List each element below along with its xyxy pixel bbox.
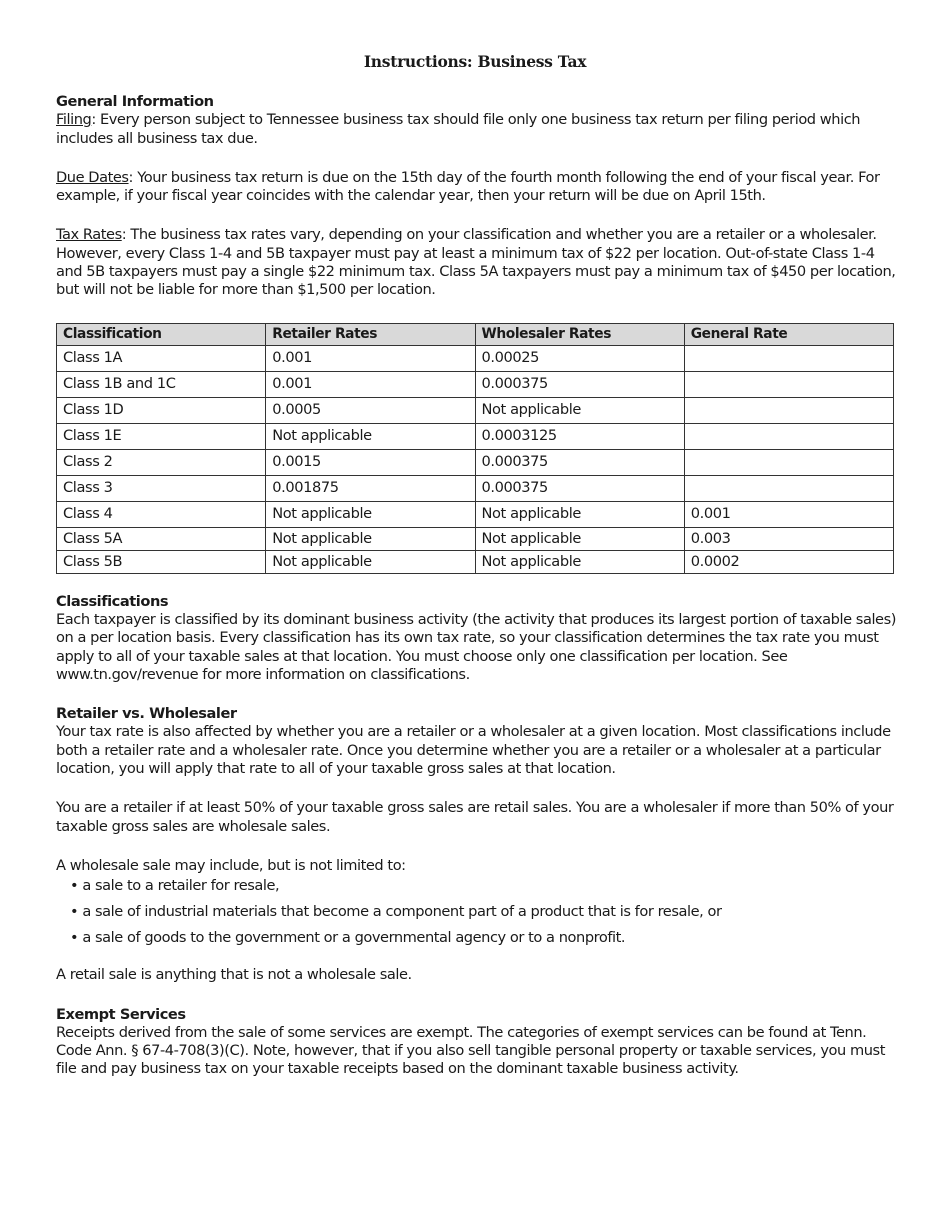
- retailer-paragraph-4: A retail sale is anything that is not a wholesale sale.: [56, 966, 412, 984]
- table-row: [57, 550, 894, 573]
- table-cell: Class 5B: [57, 550, 266, 573]
- table-row: [57, 449, 894, 475]
- table-cell: 0.000375: [475, 371, 684, 397]
- page-title: Instructions: Business Tax: [363, 52, 587, 71]
- table-cell: [684, 345, 893, 371]
- table-cell: Not applicable: [475, 397, 684, 423]
- filing-paragraph: [56, 111, 898, 148]
- retailer-paragraph-1: Your tax rate is also affected by whether you are a retailer or a wholesaler at a given location. Most classifications include both a retailer rate and a wholesaler rate. Once you determine whether you are a retailer or a wholesaler at a particular location, you will apply that rate to all of your taxable gross sales at that location.: [56, 723, 891, 778]
- table-cell: Not applicable: [266, 527, 475, 550]
- tax-rates-text: : The business tax rates vary, depending on your classification and whether you are a retailer or a wholesaler. However, every Class 1-4 and 5B taxpayer must pay at least a minimum tax of $22 per location. Out-of-state Class 1-4 and 5B taxpayers must pay a single $22 minimum tax. Class 5A taxpayers must pay a minimum tax of $450 per location, but will not be liable for more than $1,500 per location.: [56, 226, 896, 299]
- table-row: [57, 371, 894, 397]
- table-cell: Not applicable: [266, 501, 475, 527]
- table-row: [57, 527, 894, 550]
- exempt-paragraph: Receipts derived from the sale of some services are exempt. The categories of exempt services can be found at Tenn. Code Ann. § 67-4-708(3)(C). Note, however, that if you also sell tangible personal property or taxable services, you must file and pay business tax on your taxable receipts based on the dominant taxable business activity.: [56, 1023, 885, 1078]
- filing-label: Filing: [56, 111, 92, 129]
- general-heading: General Information: [56, 93, 214, 110]
- table-cell: Class 1A: [57, 345, 266, 371]
- table-cell: 0.001: [266, 371, 475, 397]
- retailer-paragraph-3: A wholesale sale may include, but is not limited to:: [56, 856, 406, 874]
- table-row: [57, 423, 894, 449]
- table-cell: [684, 423, 893, 449]
- table-cell: Class 4: [57, 501, 266, 527]
- table-cell: 0.0005: [266, 397, 475, 423]
- classifications-paragraph: Each taxpayer is classified by its dominant business activity (the activity that produces its largest portion of taxable sales) on a per location basis. Every classification has its own tax rate, so your classification determines the tax rate you must apply to all of your taxable sales at that location. You must choose only one classification per location. See www.tn.gov/revenue for more information on classifications.: [56, 610, 896, 683]
- table-cell: Class 5A: [57, 527, 266, 550]
- table-cell: Not applicable: [266, 423, 475, 449]
- table-cell: 0.00025: [475, 345, 684, 371]
- filing-text: : Every person subject to Tennessee business tax should file only one business tax return per filing period which includes all business tax due.: [56, 111, 861, 147]
- due-dates-text: : Your business tax return is due on the 15th day of the fourth month following the end of your fiscal year. For example, if your fiscal year coincides with the calendar year, then your return will be due on April 15th.: [56, 168, 880, 205]
- document-body: [56, 93, 898, 1079]
- table-row: [57, 397, 894, 423]
- table-cell: 0.0003125: [475, 423, 684, 449]
- table-row: [57, 345, 894, 371]
- table-cell: Class 2: [57, 449, 266, 475]
- classifications-heading: Classifications: [56, 592, 169, 610]
- table-cell: [684, 397, 893, 423]
- table-row: [57, 475, 894, 501]
- table-cell: [684, 475, 893, 501]
- table-cell: Not applicable: [266, 550, 475, 573]
- table-cell: 0.001: [684, 501, 893, 527]
- retailer-heading: Retailer vs. Wholesaler: [56, 705, 237, 723]
- table-cell: 0.003: [684, 527, 893, 550]
- due-dates-paragraph: [56, 169, 898, 206]
- table-cell: Not applicable: [475, 501, 684, 527]
- table-header-cell: Classification: [57, 323, 266, 345]
- due-dates-label: Due Dates: [56, 168, 129, 186]
- table-cell: Class 1B and 1C: [57, 371, 266, 397]
- table-header-cell: Wholesaler Rates: [475, 323, 684, 345]
- table-cell: 0.0002: [684, 550, 893, 573]
- table-cell: Class 1D: [57, 397, 266, 423]
- table-cell: [684, 449, 893, 475]
- table-header-cell: General Rate: [684, 323, 893, 345]
- table-cell: 0.001875: [266, 475, 475, 501]
- table-cell: Not applicable: [475, 527, 684, 550]
- table-header-cell: Retailer Rates: [266, 323, 475, 345]
- table-row: [57, 501, 894, 527]
- tax-rates-label: Tax Rates: [56, 226, 122, 244]
- retailer-paragraph-2: You are a retailer if at least 50% of your taxable gross sales are retail sales. You are a wholesaler if more than 50% of your taxable gross sales are wholesale sales.: [56, 799, 894, 835]
- table-cell: 0.000375: [475, 449, 684, 475]
- table-cell: Not applicable: [475, 550, 684, 573]
- wholesale-sale-list: [56, 875, 898, 952]
- table-cell: 0.000375: [475, 475, 684, 501]
- list-item: • a sale of industrial materials that become a component part of a product that is for resale, or: [70, 902, 722, 920]
- tax-rates-paragraph: [56, 226, 898, 299]
- table-cell: 0.001: [266, 345, 475, 371]
- table-cell: [684, 371, 893, 397]
- tax-rate-table: [56, 323, 894, 574]
- list-item: • a sale to a retailer for resale,: [70, 877, 280, 895]
- exempt-heading: Exempt Services: [56, 1005, 186, 1023]
- list-item: • a sale of goods to the government or a governmental agency or to a nonprofit.: [70, 928, 626, 946]
- table-cell: Class 3: [57, 475, 266, 501]
- table-cell: Class 1E: [57, 423, 266, 449]
- table-cell: 0.0015: [266, 449, 475, 475]
- table-header-row: [57, 323, 894, 345]
